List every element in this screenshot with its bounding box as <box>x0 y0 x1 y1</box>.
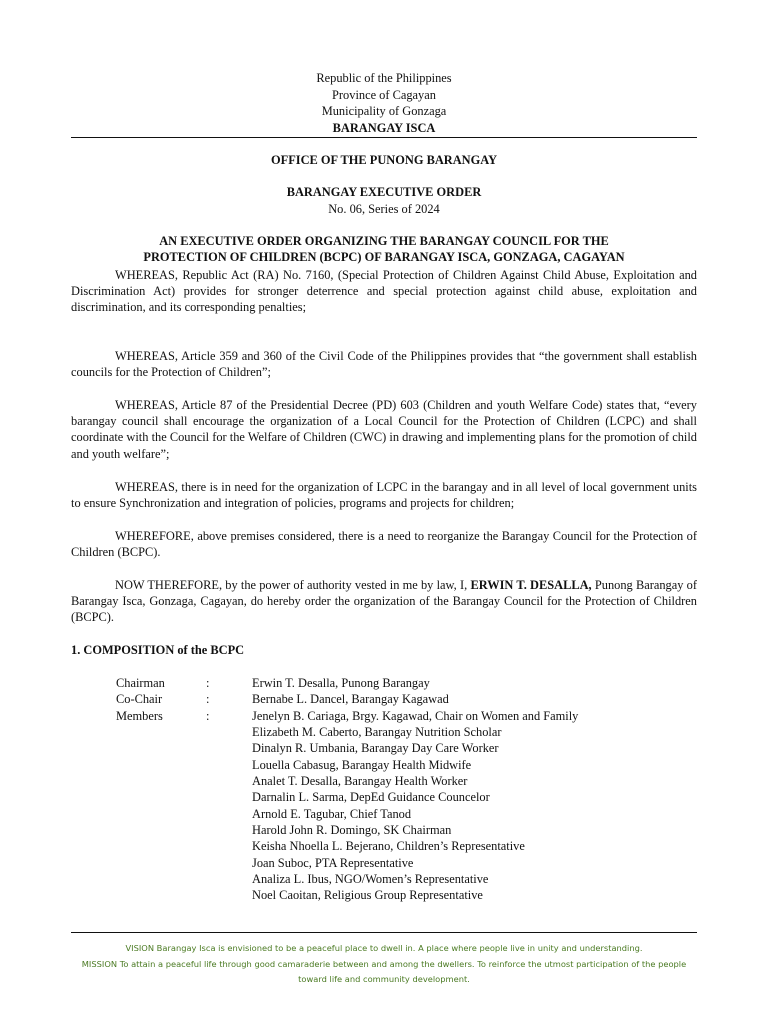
member-item: Analiza L. Ibus, NGO/Women’s Representative <box>252 872 489 887</box>
member-item: Elizabeth M. Caberto, Barangay Nutrition Scholar <box>252 725 502 740</box>
member-item: Keisha Nhoella L. Bejerano, Children’s Representative <box>252 839 525 854</box>
composition-heading: 1. COMPOSITION of the BCPC <box>71 643 245 657</box>
executive-order-title <box>71 233 697 265</box>
footer-vision-mission <box>60 941 708 988</box>
chairman-name: Erwin T. Desalla, Punong Barangay <box>252 676 430 690</box>
letterhead <box>0 70 768 136</box>
header-republic: Republic of the Philippines <box>316 71 452 85</box>
whereas-paragraph-3 <box>71 397 697 462</box>
order-number: No. 06, Series of 2024 <box>328 201 440 216</box>
role-label: Chairman <box>116 676 165 690</box>
member-item: Darnalin L. Sarma, DepEd Guidance Councelor <box>252 790 490 805</box>
cochair-name: Bernabe L. Dancel, Barangay Kagawad <box>252 692 449 707</box>
member-item: Analet T. Desalla, Barangay Health Worker <box>252 774 468 789</box>
footer-divider <box>71 932 697 933</box>
footer-mission-line-1: MISSION To attain a peaceful life through good camaraderie between and among the dwellers. To reinforce the utmost participation of the people <box>81 958 687 969</box>
paragraph-text: WHEREAS, Article 87 of the Presidential Decree (PD) 603 (Children and youth Welfare Code) states that, “every barangay council shall encourage the organization of a Local Council for the Protection of Children (LCPC) and shall coordinate with the Council for the Welfare of Children (CWC) in drawing and implementing plans for the promotion of child and youth welfare”; <box>71 398 697 461</box>
office-title: OFFICE OF THE PUNONG BARANGAY <box>270 153 498 167</box>
paragraph-text: WHEREFORE, above premises considered, there is a need to reorganize the Barangay Council for the Protection of Children (BCPC). <box>71 529 697 560</box>
paragraph-text: WHEREAS, Article 359 and 360 of the Civil Code of the Philippines provides that “the government shall establish councils for the Protection of Children”; <box>71 349 697 380</box>
member-item: Arnold E. Tagubar, Chief Tanod <box>252 806 412 821</box>
member-item: Jenelyn B. Cariaga, Brgy. Kagawad, Chair on Women and Family <box>252 708 579 723</box>
member-item: Harold John R. Domingo, SK Chairman <box>252 823 452 838</box>
cochair-row <box>116 691 706 707</box>
order-type: BARANGAY EXECUTIVE ORDER <box>286 185 482 199</box>
whereas-paragraph-2 <box>71 348 697 380</box>
footer-mission-line-2: toward life and community development. <box>298 974 470 984</box>
paragraph-text: WHEREAS, Republic Act (RA) No. 7160, (Special Protection of Children Against Child Abuse, Exploitation and Discrimination Act) provides for stronger deterrence and special protection against child abuse, exploitation and discrimination, and its corresponding penalties; <box>71 268 697 315</box>
member-item: Louella Cabasug, Barangay Health Midwife <box>252 757 472 772</box>
header-divider <box>71 137 697 138</box>
role-colon: : <box>206 708 210 723</box>
wherefore-paragraph <box>71 528 697 560</box>
role-label: Co-Chair <box>116 692 163 707</box>
member-item: Noel Caoitan, Religious Group Representative <box>252 888 483 903</box>
composition-list <box>116 675 706 904</box>
whereas-paragraph-4 <box>71 479 697 511</box>
role-label: Members <box>116 708 163 723</box>
whereas-paragraph-1 <box>71 267 697 316</box>
members-row <box>116 708 706 904</box>
header-barangay: BARANGAY ISCA <box>332 120 436 135</box>
role-colon: : <box>206 676 210 690</box>
member-item: Dinalyn R. Umbania, Barangay Day Care Worker <box>252 741 499 756</box>
paragraph-text: Punong Barangay of Barangay Isca, Gonzaga, Cagayan, do hereby order the organization of the Barangay Council for the Protection of Children (BCPC). <box>71 578 697 625</box>
footer-vision: VISION Barangay Isca is envisioned to be a peaceful place to dwell in. A place where people live in unity and understanding. <box>125 943 643 953</box>
member-item: Joan Suboc, PTA Representative <box>252 855 414 870</box>
header-province: Province of Cagayan <box>332 87 436 102</box>
punong-barangay-name: ERWIN T. DESALLA, <box>470 578 592 592</box>
members-names <box>252 708 578 904</box>
header-municipality: Municipality of Gonzaga <box>321 104 447 118</box>
order-heading <box>0 184 768 217</box>
paragraph-text: NOW THEREFORE, by the power of authority vested in me by law, I, <box>115 578 471 592</box>
title-line-1: AN EXECUTIVE ORDER ORGANIZING THE BARANGAY COUNCIL FOR THE <box>159 234 609 248</box>
chairman-row <box>116 675 706 691</box>
title-line-2: PROTECTION OF CHILDREN (BCPC) OF BARANGAY ISCA, GONZAGA, CAGAYAN <box>143 250 625 265</box>
now-therefore-paragraph <box>71 577 697 626</box>
role-colon: : <box>206 692 210 707</box>
paragraph-text: WHEREAS, there is in need for the organization of LCPC in the barangay and in all level of local government units to ensure Synchronization and integration of policies, programs and projects for children; <box>71 480 697 511</box>
